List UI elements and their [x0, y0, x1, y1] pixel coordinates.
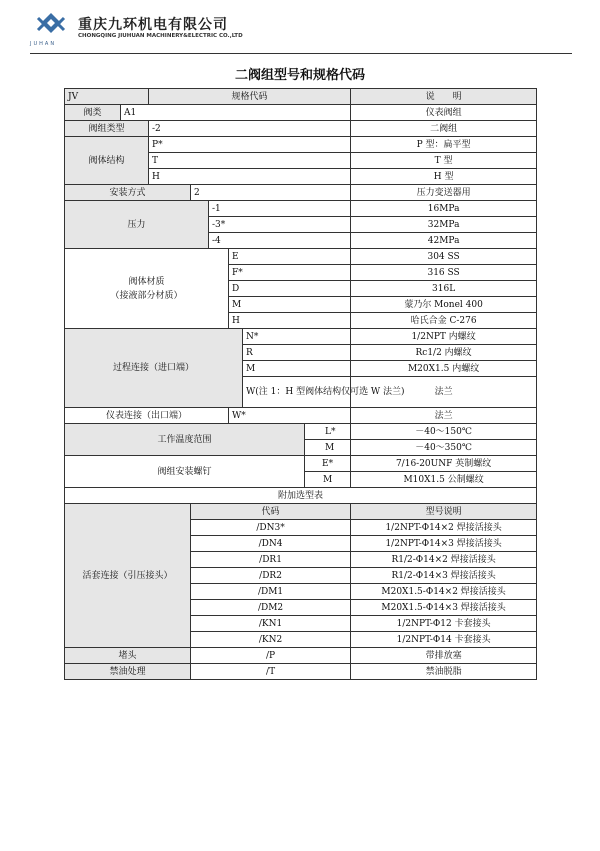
row-code: A1	[121, 105, 351, 121]
row-label: 禁油处理	[65, 664, 191, 680]
table-row	[65, 664, 537, 680]
row-desc: 哈氏合金 C-276	[351, 313, 537, 329]
row-code: /DN3*	[191, 520, 351, 536]
row-code: P*	[149, 137, 351, 153]
row-desc: －40～150℃	[351, 424, 537, 440]
header-description: 说 明	[351, 89, 537, 105]
row-desc: P 型：扁平型	[351, 137, 537, 153]
row-code: R	[243, 345, 351, 361]
header-divider	[30, 53, 572, 54]
row-desc: －40～350℃	[351, 440, 537, 456]
table-row	[65, 249, 537, 265]
row-label: 过程连接（进口端）	[65, 329, 243, 408]
row-code: N*	[243, 329, 351, 345]
row-desc: 16MPa	[351, 201, 537, 217]
row-label: 阀组类型	[65, 121, 149, 137]
addon-col-desc: 型号说明	[351, 504, 537, 520]
addon-header-row	[65, 504, 537, 520]
addon-title: 附加选型表	[65, 488, 537, 504]
row-label: 堵头	[65, 648, 191, 664]
row-code: E	[229, 249, 351, 265]
row-code: F*	[229, 265, 351, 281]
row-desc: H 型	[351, 169, 537, 185]
row-code: /T	[191, 664, 351, 680]
row-desc: 蒙乃尔 Monel 400	[351, 297, 537, 313]
row-label: 压力	[65, 201, 209, 249]
row-code: D	[229, 281, 351, 297]
row-label: 仪表连接（出口端）	[65, 408, 229, 424]
row-code: L*	[305, 424, 351, 440]
row-label: 阀体材质	[128, 276, 165, 287]
row-label-sub: （接液部分材质）	[110, 290, 183, 301]
row-code: E*	[305, 456, 351, 472]
row-desc: M20X1.5-Φ14×3 焊接活接头	[351, 600, 537, 616]
addon-col-code: 代码	[191, 504, 351, 520]
row-code: W(注 1：H 型阀体结构仅可选 W 法兰)	[243, 377, 351, 408]
row-desc: R1/2-Φ14×2 焊接活接头	[351, 552, 537, 568]
row-code: H	[229, 313, 351, 329]
row-desc: 316 SS	[351, 265, 537, 281]
row-desc: M20X1.5 内螺纹	[351, 361, 537, 377]
table-header-row	[65, 89, 537, 105]
document-title: 二阀组型号和规格代码	[234, 68, 365, 83]
table-row	[65, 105, 537, 121]
page-header	[0, 0, 600, 60]
row-desc: 压力变送器用	[351, 185, 537, 201]
header-spec-code: 规格代码	[149, 89, 351, 105]
row-code: /P	[191, 648, 351, 664]
table-row	[65, 137, 537, 153]
row-code: /KN1	[191, 616, 351, 632]
row-code: -1	[209, 201, 351, 217]
row-desc: 法兰	[351, 377, 537, 408]
row-code: -2	[149, 121, 351, 137]
row-desc: 禁油脱脂	[351, 664, 537, 680]
table-row	[65, 329, 537, 345]
addon-label: 活套连接（引压接头）	[65, 504, 191, 648]
row-code: T	[149, 153, 351, 169]
row-label: 阀类	[65, 105, 121, 121]
row-code: /KN2	[191, 632, 351, 648]
row-code: /DM2	[191, 600, 351, 616]
table-row	[65, 185, 537, 201]
row-label-block	[65, 249, 229, 329]
row-code: 2	[191, 185, 351, 201]
row-desc: 1/2NPT-Φ14×2 焊接活接头	[351, 520, 537, 536]
row-desc: 304 SS	[351, 249, 537, 265]
addon-title-row	[65, 488, 537, 504]
row-code: M	[229, 297, 351, 313]
row-code: M	[305, 440, 351, 456]
row-desc: R1/2-Φ14×3 焊接活接头	[351, 568, 537, 584]
logo-text: JUHAN	[30, 41, 57, 47]
row-desc: 二阀组	[351, 121, 537, 137]
table-row	[65, 201, 537, 217]
row-desc: T 型	[351, 153, 537, 169]
row-desc: 316L	[351, 281, 537, 297]
table-row	[65, 121, 537, 137]
row-desc: 1/2NPT-Φ14×3 焊接活接头	[351, 536, 537, 552]
row-desc: 带排放塞	[351, 648, 537, 664]
row-label: 阀体结构	[65, 137, 149, 185]
row-desc: 1/2NPT-Φ14 卡套接头	[351, 632, 537, 648]
row-code: W*	[229, 408, 351, 424]
row-code: -4	[209, 233, 351, 249]
row-code: /DN4	[191, 536, 351, 552]
row-desc: M20X1.5-Φ14×2 焊接活接头	[351, 584, 537, 600]
row-desc: 42MPa	[351, 233, 537, 249]
spec-table	[64, 88, 537, 680]
row-desc: M10X1.5 公制螺纹	[351, 472, 537, 488]
row-label: 工作温度范围	[65, 424, 305, 456]
row-code: /DR1	[191, 552, 351, 568]
row-label: 阀组安装螺钉	[65, 456, 305, 488]
row-desc: 法兰	[351, 408, 537, 424]
row-code: M	[305, 472, 351, 488]
row-desc: 仪表阀组	[351, 105, 537, 121]
row-code: /DR2	[191, 568, 351, 584]
row-code: -3*	[209, 217, 351, 233]
table-row	[65, 456, 537, 472]
company-name-en: CHONGQING JIUHUAN MACHINERY&ELECTRIC CO.,LTD	[78, 33, 243, 39]
row-desc: 32MPa	[351, 217, 537, 233]
row-desc: 1/2NPT-Φ12 卡套接头	[351, 616, 537, 632]
row-code: /DM1	[191, 584, 351, 600]
table-row	[65, 648, 537, 664]
row-desc: Rc1/2 内螺纹	[351, 345, 537, 361]
row-desc: 7/16-20UNF 英制螺纹	[351, 456, 537, 472]
table-row	[65, 424, 537, 440]
company-name-cn: 重庆九环机电有限公司	[78, 17, 228, 33]
table-row	[65, 408, 537, 424]
row-code: M	[243, 361, 351, 377]
jiuhuan-logo-icon	[32, 12, 70, 38]
row-desc: 1/2NPT 内螺纹	[351, 329, 537, 345]
row-label: 安装方式	[65, 185, 191, 201]
row-code: H	[149, 169, 351, 185]
header-jv: JV	[65, 89, 149, 105]
